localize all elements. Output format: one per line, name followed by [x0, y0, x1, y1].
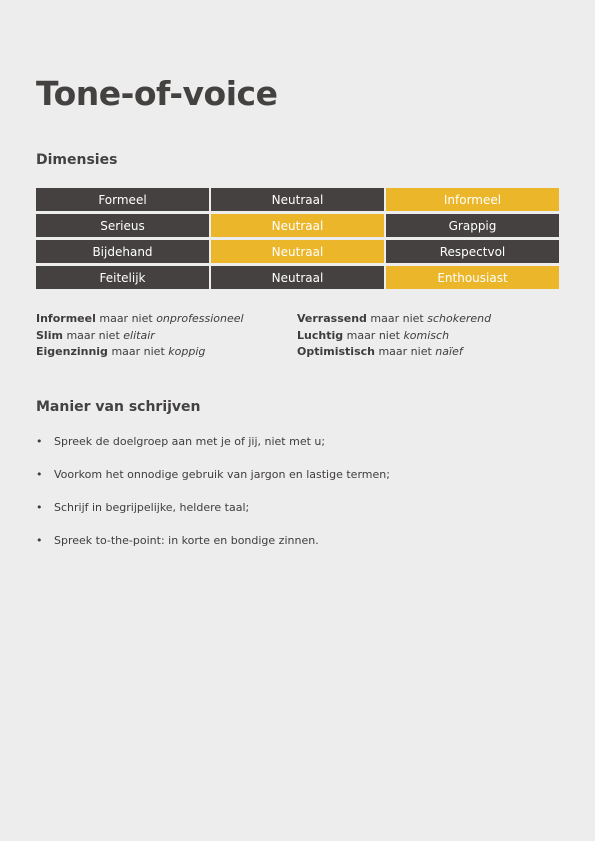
tone-pair-em: komisch [403, 328, 450, 342]
list-item [36, 467, 559, 500]
tone-pair-strong: Slim [36, 328, 63, 342]
tone-pair [36, 311, 297, 328]
tone-pair-strong: Luchtig [297, 328, 344, 342]
dimension-cell: Informeel [386, 188, 559, 211]
list-item-text: Spreek to-the-point: in korte en bondige zinnen. [54, 534, 319, 547]
list-item-text: Spreek de doelgroep aan met je of jij, niet met u; [54, 435, 326, 448]
list-item [36, 533, 559, 566]
dimension-cell: Neutraal [211, 188, 384, 211]
dimensions-table [36, 188, 559, 289]
dimension-cell: Grappig [386, 214, 559, 237]
dimensions-heading: Dimensies [36, 152, 118, 168]
tone-pair-mid: maar niet [346, 328, 400, 342]
tone-pair-em: elitair [123, 328, 155, 342]
tone-pair-mid: maar niet [378, 345, 432, 358]
tone-pair-strong: Informeel [36, 312, 96, 325]
list-item-text: Schrijf in begrijpelijke, heldere taal; [54, 501, 250, 514]
tone-pair [297, 344, 559, 361]
tone-pair-strong: Verrassend [297, 312, 367, 325]
tone-pair-em: onprofessioneel [156, 312, 244, 325]
tone-pair [36, 344, 297, 361]
dimension-cell: Feitelijk [36, 266, 209, 289]
dimension-cell: Respectvol [386, 240, 559, 263]
bullet-icon: • [36, 468, 43, 481]
dimension-cell: Neutraal [211, 266, 384, 289]
tone-pair-strong: Eigenzinnig [36, 345, 108, 358]
bullet-icon: • [36, 534, 43, 547]
tone-pair-em: koppig [168, 345, 206, 358]
bullet-icon: • [36, 435, 43, 448]
writing-heading: Manier van schrijven [36, 399, 201, 415]
tone-pair-mid: maar niet [111, 345, 165, 358]
dimension-cell: Neutraal [211, 240, 384, 263]
list-item [36, 500, 559, 533]
tone-pair-em: schokerend [427, 312, 492, 325]
tone-pair-mid: maar niet [370, 312, 424, 325]
dimension-cell: Bijdehand [36, 240, 209, 263]
tone-pair [36, 328, 297, 345]
bullet-icon: • [36, 501, 43, 514]
tone-pair-strong: Optimistisch [297, 345, 375, 358]
writing-list [36, 434, 559, 566]
tone-pair [297, 328, 559, 345]
tone-pair-mid: maar niet [99, 312, 153, 325]
tone-pair-mid: maar niet [66, 328, 120, 342]
dimension-cell: Neutraal [211, 214, 384, 237]
dimension-cell: Enthousiast [386, 266, 559, 289]
list-item [36, 434, 559, 467]
tone-pair-em: naïef [435, 345, 463, 358]
dimension-cell: Serieus [36, 214, 209, 237]
page-title: Tone-of-voice [36, 74, 278, 113]
list-item-text: Voorkom het onnodige gebruik van jargon en lastige termen; [54, 468, 390, 481]
dimension-cell: Formeel [36, 188, 209, 211]
tone-pair [297, 311, 559, 328]
tone-pairs [36, 311, 559, 361]
